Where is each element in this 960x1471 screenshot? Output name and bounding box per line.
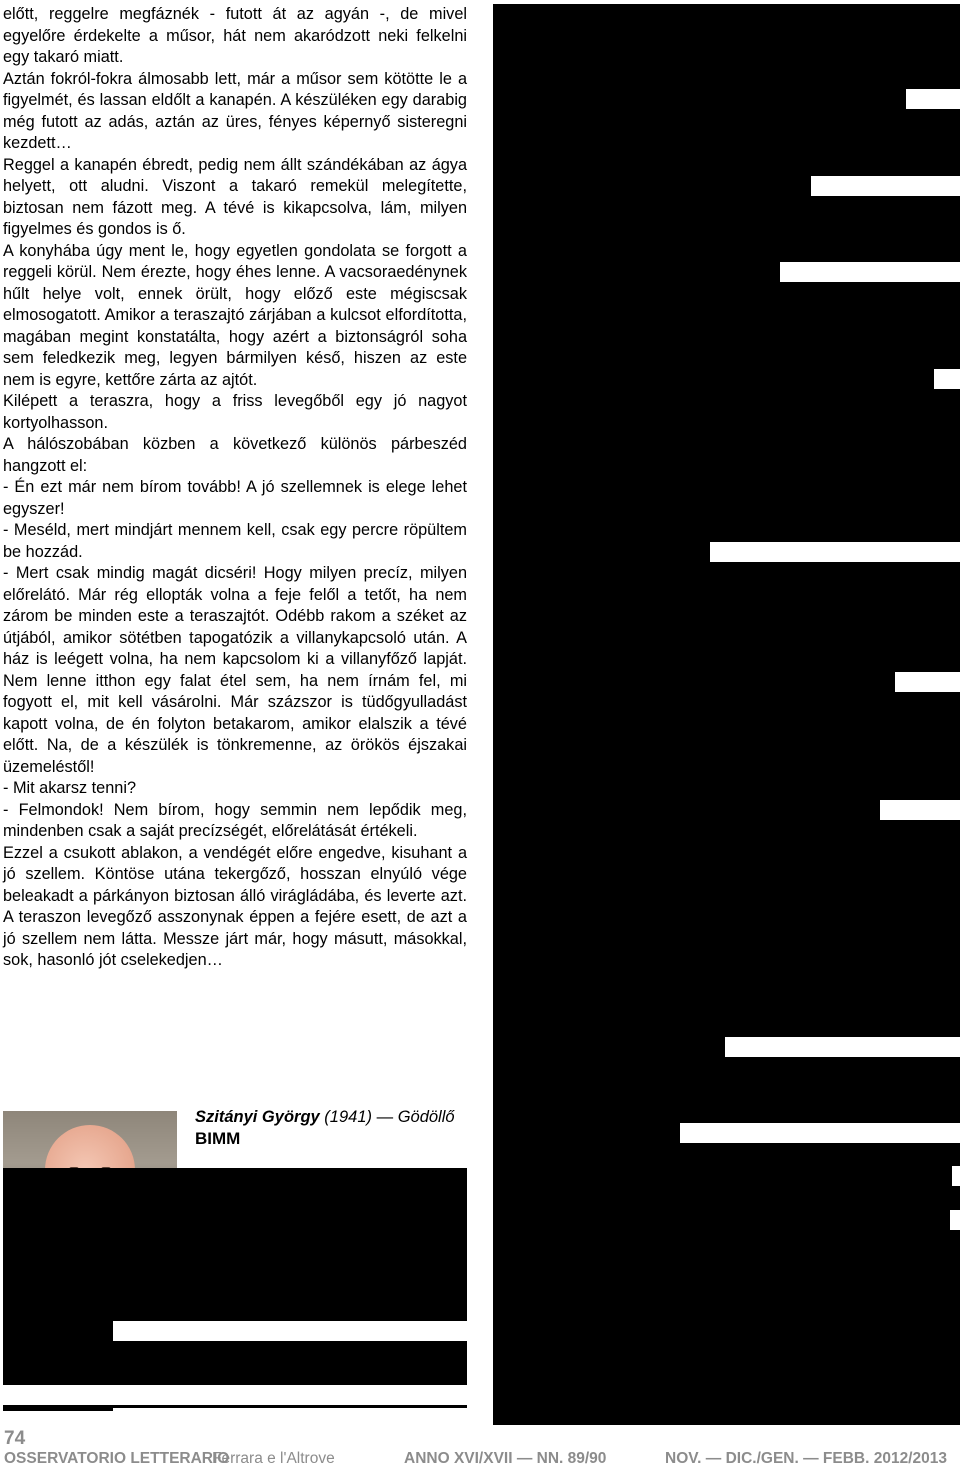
redaction-gap	[895, 672, 960, 692]
paragraph: - Felmondok! Nem bírom, hogy semmin nem lepődik meg, mindenben csak a saját precízségét, előrelátását értékeli.	[3, 800, 467, 840]
author-place: Gödöllő	[397, 1108, 455, 1126]
author-name: Szitányi György	[195, 1108, 320, 1126]
article-text-column	[3, 4, 467, 972]
paragraph: - Meséld, mert mindjárt mennem kell, csak egy percre röpültem be hozzád.	[3, 521, 467, 561]
page-number: 74	[4, 1428, 26, 1449]
footer-place: Ferrara e l'Altrove	[212, 1450, 335, 1467]
redaction-gap	[950, 1210, 960, 1230]
redaction-gap	[880, 800, 960, 820]
redaction-gap	[952, 1166, 960, 1186]
paragraph: Aztán fokról-fokra álmosabb lett, már a műsor sem kötötte le a figyelmét, és lassan eldőlt a kanapén. A készüléken egy darabig még futott az adás, aztán az üres, fényes képernyő sisteregni kezdett…	[3, 69, 467, 152]
paragraph: - Mert csak mindig magát dicséri! Hogy milyen precíz, milyen előrelátó. Már rég ellopták volna a feje felől a tetőt, ha nem zárom be minden este a teraszajtót. Odébb rakom a széket az útjából, amikor sötétben tapogatózik a villanykapcsoló után. A ház is leégett volna, ha nem kapcsolom ki a villanyfőző lapját. Nem lenne itthon egy falat étel sem, ha nem írnám fel, mi fogyott el, mit kell vásárolni. Már százszor is tüdőgyulladást kapott volna, de én folyton betakarom, amikor elalszik a tévé előtt. Na, de a készülék is tönkremenne, az örökös éjszakai üzemeléstől!	[3, 564, 467, 776]
paragraph: - Mit akarsz tenni?	[3, 779, 137, 797]
paragraph: Reggel a kanapén ébredt, pedig nem állt szándékában az ágya helyett, ott aludni. Viszont a takaró remekül melegítette, biztosan nem fázott meg. A tévé is kikapcsolva, lám, milyen figyelmes és gondos is ő.	[3, 155, 467, 238]
redaction-gap	[934, 369, 960, 389]
redaction-gap	[113, 1321, 467, 1341]
paragraph: előtt, reggelre megfáznék - futott át az agyán -, de mivel egyelőre érdekelte a műsor, hát nem akaródzott neki felkelni egy takaró miatt.	[3, 5, 467, 66]
redaction-gap	[680, 1123, 960, 1143]
redaction-gap	[906, 89, 960, 109]
redaction-gap	[710, 542, 960, 562]
redaction-gap	[780, 262, 960, 282]
paragraph: Kilépett a teraszra, hogy a friss levegőből egy jó nagyot kortyolhasson.	[3, 392, 467, 432]
paragraph: A hálószobában közben a következő különös párbeszéd hangzott el:	[3, 435, 467, 475]
redaction-gap	[811, 176, 960, 196]
footer-issue: ANNO XVI/XVII — NN. 89/90	[404, 1450, 607, 1467]
paragraph: Ezzel a csukott ablakon, a vendégét előre engedve, kisuhant a jó szellem. Köntöse utána tekergőző, hosszan elnyúló vége beleakadt a párkányon biztosan álló virágládába, és leverte azt. A teraszon levegőző asszonynak éppen a fejére esett, de azt a jó szellem nem látta. Messze járt már, hogy másutt, másokkal, sok, hasonló jót cselekedjen…	[3, 843, 467, 969]
footer-journal: OSSERVATORIO LETTERARIO	[4, 1450, 230, 1467]
redaction-gap	[3, 1385, 467, 1405]
paragraph: A konyhába úgy ment le, hogy egyetlen gondolata se forgott a reggeli körül. Nem érezte, hogy éhes lenne. A vacsoraedénynek hűlt helye volt, ennek örült, hogy előző este mégiscsak elmosogatott. Amikor a teraszajtó zárjában a kulcsot elfordította, magában megint konstatálta, hogy azért a biztonságról soha sem feledkezik meg, legyen bármilyen késő, hiszen az este nem is egyre, kettőre zárta az ajtót.	[3, 241, 467, 389]
author-byline	[195, 1107, 455, 1149]
redaction-gap	[725, 1037, 960, 1057]
author-affiliation: BIMM	[195, 1129, 241, 1148]
author-years: (1941)	[324, 1108, 372, 1126]
author-dash: —	[376, 1108, 394, 1126]
footer-date: NOV. — DIC./GEN. — FEBB. 2012/2013	[665, 1450, 947, 1467]
redacted-column	[493, 4, 960, 1425]
paragraph: - Én ezt már nem bírom tovább! A jó szellemnek is elege lehet egyszer!	[3, 478, 467, 518]
